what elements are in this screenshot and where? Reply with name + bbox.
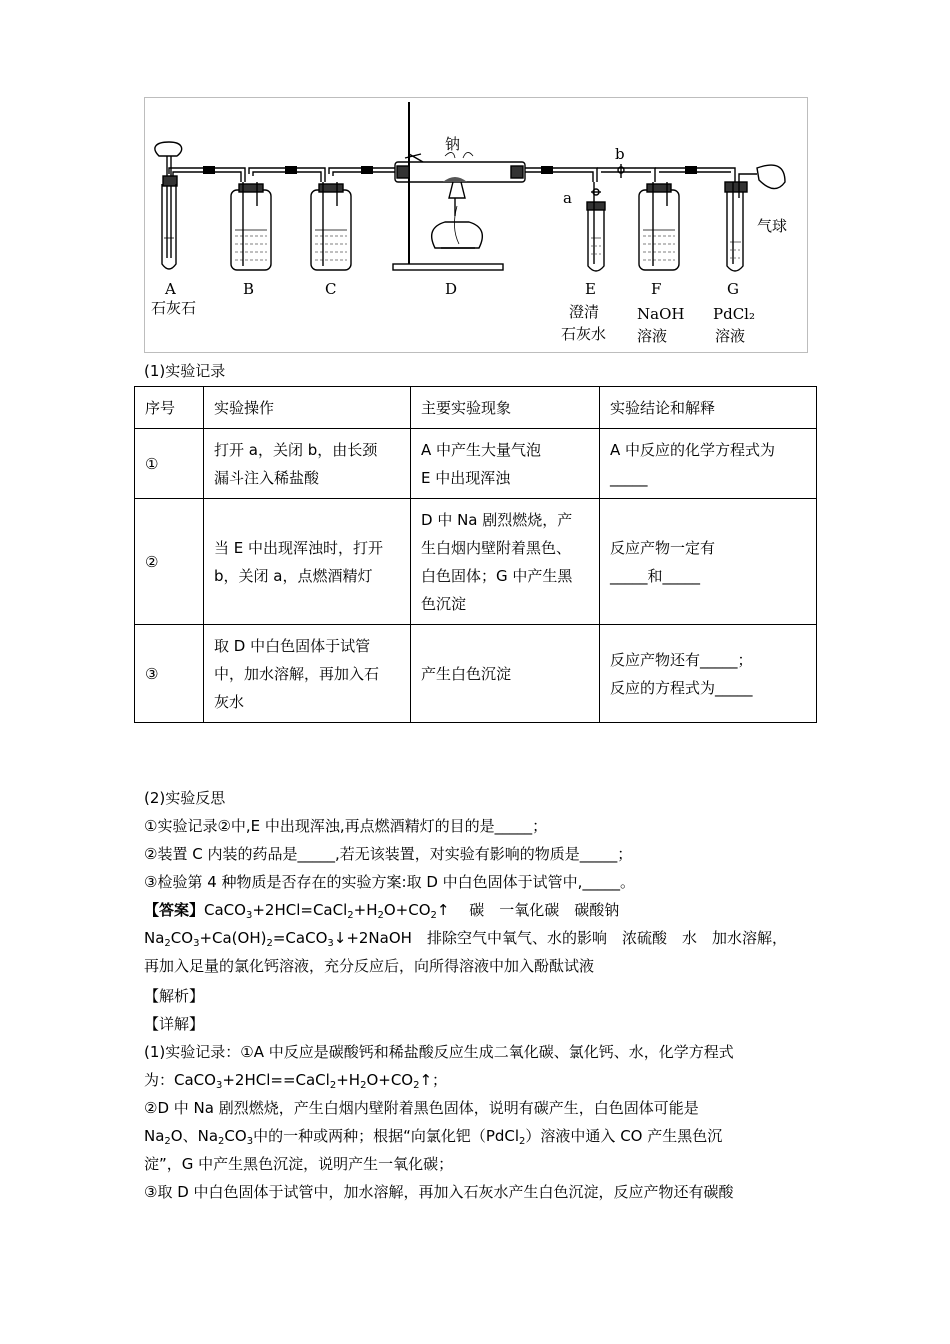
table-row	[135, 429, 817, 499]
label-a: A	[165, 280, 176, 298]
apparatus-d	[393, 102, 525, 270]
label-g-sub2: 溶液	[715, 327, 746, 345]
label-d: D	[445, 280, 458, 298]
detail-line-4	[144, 1122, 722, 1150]
apparatus-c	[311, 182, 351, 270]
label-sodium: 钠	[445, 135, 461, 153]
row2-operation	[204, 499, 411, 625]
detail-line-3: ②D 中 Na 剧烈燃烧，产生白烟内壁附着黑色固体，说明有碳产生，白色固体可能是	[144, 1099, 699, 1117]
detail-line-5: 淀”，G 中产生黑色沉淀，说明产生一氧化碳；	[144, 1155, 454, 1173]
answer-line-1	[144, 896, 619, 924]
analysis-tag: 【解析】	[144, 987, 205, 1005]
row3-concl-line: 反应产物还有_____；	[610, 650, 753, 669]
answer-equation-2: $Na_2CO_3+Ca(OH)_2=CaCO_3↓+2NaOH$	[144, 929, 412, 949]
answer-line-2	[144, 924, 787, 952]
label-f: F	[651, 280, 662, 298]
label-balloon: 气球	[757, 217, 788, 235]
row2-phen-line: 白色固体；G 中产生黑	[421, 566, 573, 585]
label-e-sub1: 澄清	[569, 303, 600, 321]
table-row	[135, 625, 817, 723]
apparatus-figure	[144, 97, 808, 353]
label-valve-b: b	[615, 145, 625, 163]
row2-phen-line: 生白烟内壁附着黑色、	[421, 538, 572, 557]
row3-phenomenon	[411, 625, 600, 723]
row3-op-line: 中，加水溶解，再加入石	[214, 664, 380, 683]
answer-line-3: 再加入足量的氯化钙溶液，充分反应后，向所得溶液中加入酚酞试液	[144, 957, 595, 975]
header-operation: 实验操作	[204, 387, 411, 429]
detail-tag: 【详解】	[144, 1015, 205, 1033]
section1-title: (1)实验记录	[144, 362, 226, 380]
row2-phen-line: 色沉淀	[421, 594, 467, 613]
detail-line-2	[144, 1066, 447, 1094]
detail-equation: $CaCO_3+2HCl==CaCl_2+H_2O+CO_2↑$；	[174, 1071, 448, 1091]
label-a-sub: 石灰石	[151, 299, 197, 317]
row1-op-line: 打开 a，关闭 b，由长颈	[214, 440, 378, 459]
row1-operation	[204, 429, 411, 499]
row3-num: ③	[135, 625, 204, 723]
row3-concl-line: 反应的方程式为_____	[610, 678, 753, 697]
row2-concl-line: 反应产物一定有	[610, 538, 716, 557]
row1-phenomenon	[411, 429, 600, 499]
row3-phen-line: 产生白色沉淀	[421, 664, 512, 683]
row3-op-line: 灰水	[214, 692, 245, 711]
apparatus-b	[231, 182, 271, 270]
label-f-sub1: NaOH	[637, 305, 685, 323]
table-row	[135, 499, 817, 625]
table-header-row	[135, 387, 817, 429]
row1-phen-line: A 中产生大量气泡	[421, 440, 542, 459]
label-g-sub1: PdCl₂	[713, 305, 755, 323]
valve-b	[618, 164, 624, 178]
row1-conclusion	[600, 429, 817, 499]
detail-line-1: (1)实验记录：①A 中反应是碳酸钙和稀盐酸反应生成二氧化碳、氯化钙、水，化学方程式	[144, 1043, 734, 1061]
header-num: 序号	[135, 387, 204, 429]
label-c: C	[325, 280, 337, 298]
section2-title: (2)实验反思	[144, 789, 226, 807]
question-2: ②装置 C 内装的药品是_____,若无该装置，对实验有影响的物质是_____；	[144, 845, 633, 863]
row2-conclusion	[600, 499, 817, 625]
experiment-record-table	[134, 386, 817, 723]
apparatus-f	[639, 182, 679, 270]
apparatus-diagram	[145, 98, 809, 354]
row2-num: ②	[135, 499, 204, 625]
detail-formulas: $Na_2O$、$Na_2CO_3$	[144, 1127, 254, 1147]
row1-concl-line: A 中反应的化学方程式为	[610, 440, 776, 459]
header-conclusion: 实验结论和解释	[600, 387, 817, 429]
detail-l4-tail: 中的一种或两种；根据“向氯化钯（PdCl	[253, 1127, 520, 1145]
row2-concl-blank: _____和_____	[610, 566, 701, 585]
row3-op-line: 取 D 中白色固体于试管	[214, 636, 371, 655]
row3-conclusion	[600, 625, 817, 723]
row1-op-line: 漏斗注入稀盐酸	[214, 468, 320, 487]
row1-phen-line: E 中出现浑浊	[421, 468, 511, 487]
apparatus-a	[155, 142, 182, 269]
answer-line2-tail: 排除空气中氧气、水的影响 浓硫酸 水 加水溶解，	[426, 929, 787, 947]
row3-operation	[204, 625, 411, 723]
row2-phenomenon	[411, 499, 600, 625]
row2-op-line: b，关闭 a，点燃酒精灯	[214, 566, 373, 585]
label-valve-a: a	[563, 189, 572, 207]
label-e: E	[585, 280, 596, 298]
answer-line1-tail: 碳 一氧化碳 碳酸钠	[469, 901, 620, 919]
valve-a	[591, 189, 601, 195]
label-b: B	[243, 280, 255, 298]
detail-line-6: ③取 D 中白色固体于试管中，加水溶解，再加入石灰水产生白色沉淀，反应产物还有碳酸	[144, 1183, 734, 1201]
row2-phen-line: D 中 Na 剧烈燃烧，产	[421, 510, 573, 529]
label-g: G	[727, 280, 739, 298]
detail-subscript: 2	[519, 1136, 526, 1147]
label-f-sub2: 溶液	[637, 327, 668, 345]
row1-num: ①	[135, 429, 204, 499]
detail-l4-tail2: ）溶液中通入 CO 产生黑色沉	[525, 1127, 723, 1145]
question-1: ①实验记录②中,E 中出现浑浊,再点燃酒精灯的目的是_____；	[144, 817, 548, 835]
row2-op-line: 当 E 中出现浑浊时，打开	[214, 538, 384, 557]
answer-tag: 【答案】	[144, 901, 205, 919]
answer-equation-1: $CaCO_3+2HCl=CaCl_2+H_2O+CO_2↑$	[204, 901, 450, 921]
detail-l2-head: 为：	[144, 1071, 175, 1089]
question-3: ③检验第 4 种物质是否存在的实验方案:取 D 中白色固体于试管中,_____。	[144, 873, 635, 891]
row1-concl-blank: _____	[610, 468, 648, 487]
label-e-sub2: 石灰水	[561, 325, 607, 343]
header-phenomenon: 主要实验现象	[411, 387, 600, 429]
